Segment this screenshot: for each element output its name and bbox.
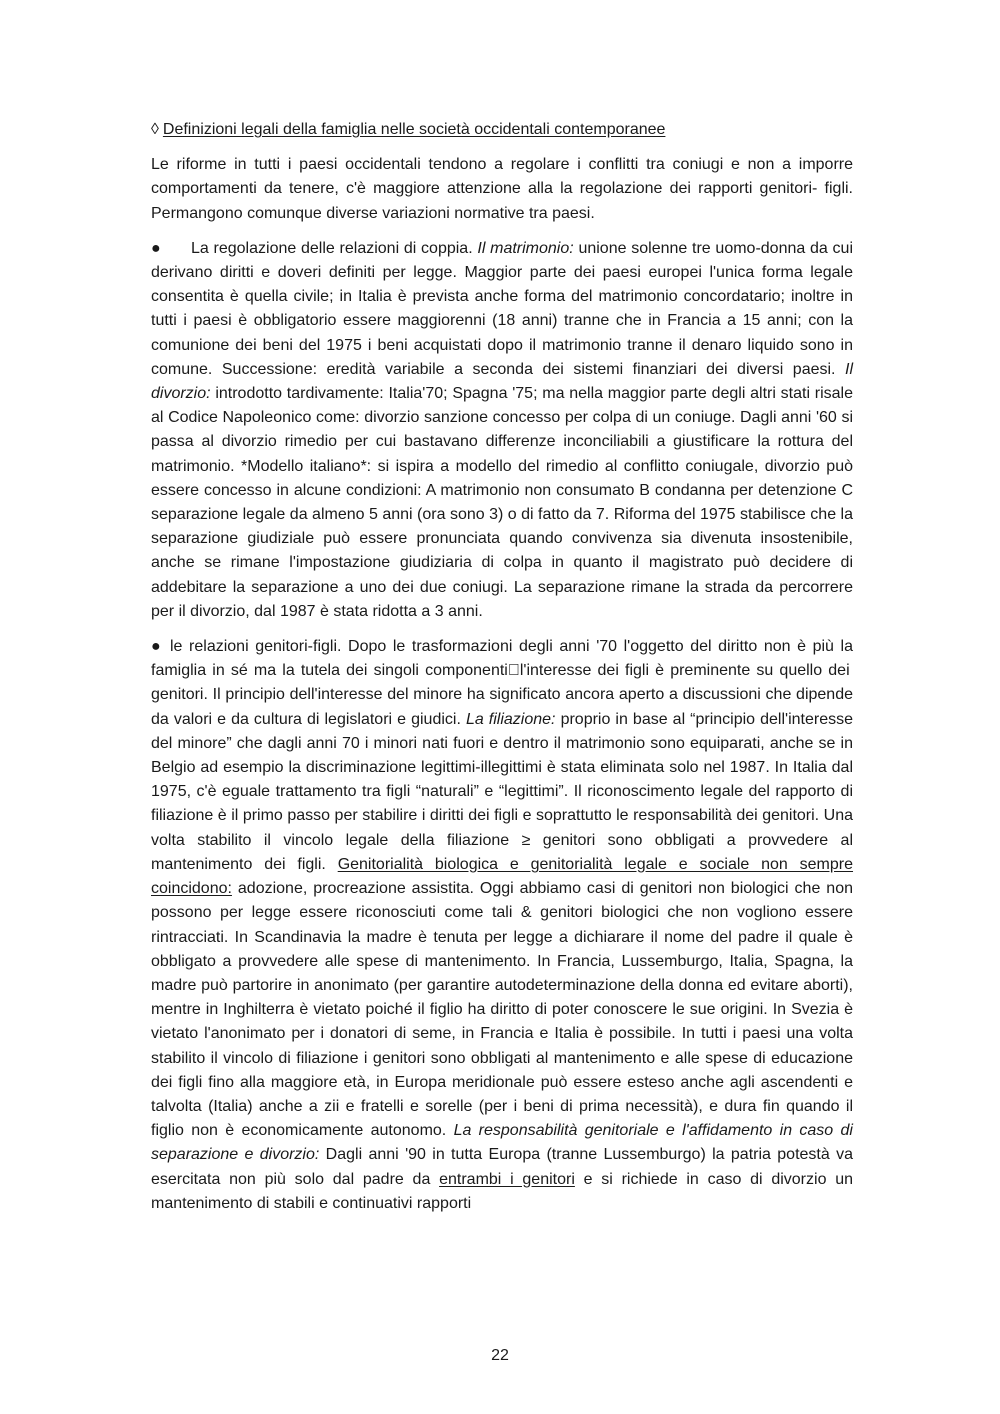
italic-term-responsabilita: La responsabilità genitoriale e l'affidamento in caso di separazione e divorzio:: [151, 1122, 853, 1164]
page-content: [151, 118, 853, 1227]
underlined-phrase: Genitorialità biologica e genitorialità legale e sociale non sempre coincidono:: [151, 855, 854, 898]
underlined-phrase: entrambi i genitori: [439, 1170, 575, 1188]
text-segment: l'interesse dei figli è preminente su quello dei genitori. Il principio dell'interesse del minore ha significato ancora aperto a discussioni che dipende da valori e da cultura di legislatori e giudici.: [151, 662, 853, 728]
text-segment: le relazioni genitori-figli. Dopo le trasformazioni degli anni '70 l'oggetto del diritto non è più la famiglia in sé ma la tutela dei singoli componenti: [151, 638, 853, 680]
text-segment: e si richiede in caso di divorzio un mantenimento di stabili e continuativi rapporti: [151, 1170, 854, 1212]
bullet-icon: ●: [151, 638, 161, 656]
text-segment: Dagli anni '90 in tutta Europa (tranne Lussemburgo) la patria potestà va esercitata non più solo dal padre da: [151, 1146, 853, 1188]
bullet-icon: ●: [151, 239, 161, 257]
section-heading: [151, 118, 853, 142]
text-segment: proprio in base al “principio dell'interesse del minore” che dagli anni 70 i minori nati fuori e dentro il matrimonio sono equiparati, anche se in Belgio ad esempio la discriminazione legittimi-illegittimi è stata eliminata solo nel 1987. In Italia dal 1975, c'è eguale trattamento tra figli “naturali” e “legittimi”. Il riconoscimento legale del rapporto di filiazione è il primo passo per stabilire i diritti dei figli e soprattutto le responsabilità dei genitori. Una volta stabilito il vincolo legale della filiazione ≥ genitori sono obbligati a provvedere al mantenimento dei figli.: [151, 710, 854, 873]
italic-term-matrimonio: Il matrimonio:: [477, 239, 574, 257]
text-segment: unione solenne tre uomo-donna da cui derivano diritti e doveri definiti per legge. Maggior parte dei paesi europei l'unica forma legale consentita è quella civile; in Italia è prevista anche forma del matrimonio concordatario; inoltre in tutti i paesi è obbligatorio essere maggiorenni (18 anni) tranne che in Francia a 15 anni; con la comunione dei beni del 1975 i beni acquistati dopo il matrimonio tranne il denaro liquido sono in comune. Successione: eredità variabile a seconda dei sistemi finanziari dei diversi paesi.: [151, 239, 854, 378]
page-number: 22: [491, 1347, 509, 1364]
intro-paragraph: Le riforme in tutti i paesi occidentali tendono a regolare i conflitti tra coniugi e non a imporre comportamenti da tenere, c'è maggiore attenzione alla la regolazione dei rapporti genitori- figli. Permangono comunque diverse variazioni normative tra paesi.: [151, 156, 853, 222]
text-segment: La regolazione delle relazioni di coppia.: [191, 239, 478, 257]
couple-relations-paragraph: [151, 237, 853, 624]
section-heading-title: Definizioni legali della famiglia nelle società occidentali contemporanee: [162, 121, 666, 138]
parent-child-paragraph: [151, 635, 853, 1216]
text-segment: introdotto tardivamente: Italia'70; Spagna '75; ma nella maggior parte degli altri stati risale al Codice Napoleonico come: divorzio sanzione concesso per colpa di un coniuge. Dagli anni '60 si passa al divorzio rimedio per cui bastavano differenze inconciliabili a giustificare la rottura del matrimonio. *Modello italiano*: si ispira a modello del rimedio al conflitto coniugale, divorzio può essere concesso in alcune condizioni: A matrimonio non consumato B condanna per detenzione C separazione legale da almeno 5 anni (ora sono 3) o di fatto da 7. Riforma del 1975 stabilisce che la separazione giudiziale può essere pronunciata quando convivenza sia divenuta insostenibile, anche se rimane l'impostazione giudiziaria di colpa in quanto il magistrato può decidere di addebitare la separazione a uno dei due coniugi. La separazione rimane la strada da percorrere per il divorzio, dal 1987 è stata ridotta a 3 anni.: [151, 385, 853, 620]
italic-term-filiazione: La filiazione:: [465, 710, 556, 728]
diamond-icon: ◊: [151, 121, 159, 138]
text-segment: adozione, procreazione assistita. Oggi abbiamo casi di genitori non biologici che non possono per legge essere riconosciuti come tali & genitori biologici che non vogliono essere rintracciati. In Scandinavia la madre è tenuta per legge a dichiarare il nome del padre il quale è obbligato a provvedere alle spese di mantenimento. In Francia, Lussemburgo, Italia, Spagna, la madre può partorire in anonimato (per garantire autodeterminazione della donna ed evitare aborti), mentre in Inghilterra è vietato poiché il figlio ha diritto di poter conoscere le sue origini. In Svezia è vietato l'anonimato per i donatori di seme, in Francia e Italia è possibile. In tutti i paesi una volta stabilito il vincolo di filiazione i genitori sono obbligati al mantenimento e alle spese di educazione dei figli fino alla maggiore età, in Europa meridionale può essere esteso anche agli ascendenti e talvolta (Italia) anche a zii e fratelli e sorelle (per i beni di prima necessità), e dura fin quando il figlio non è economicamente autonomo.: [151, 880, 853, 1140]
italic-term-divorzio: Il divorzio:: [151, 360, 853, 403]
